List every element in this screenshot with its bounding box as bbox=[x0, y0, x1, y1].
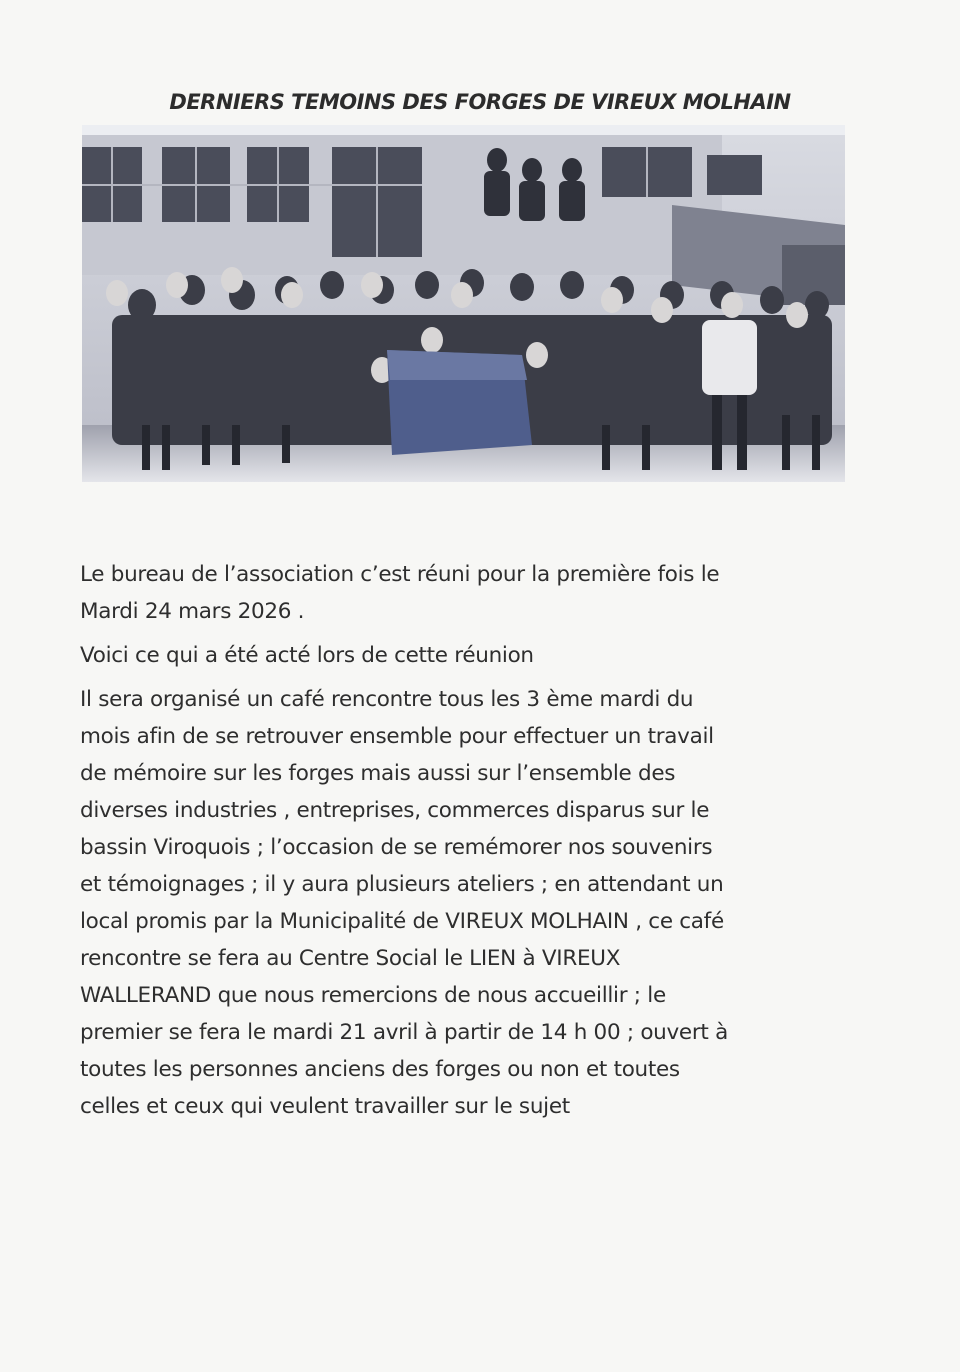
text-line: WALLERAND que nous remercions de nous accueillir ; le bbox=[80, 983, 666, 1008]
group-photo bbox=[82, 125, 845, 482]
text-line: et témoignages ; il y aura plusieurs ateliers ; en attendant un bbox=[80, 872, 724, 897]
paragraph-meeting bbox=[80, 556, 880, 630]
text-line: local promis par la Municipalité de VIREUX MOLHAIN , ce café bbox=[80, 909, 724, 934]
text-line: celles et ceux qui veulent travailler sur le sujet bbox=[80, 1094, 570, 1119]
text-line: bassin Viroquois ; l’occasion de se remémorer nos souvenirs bbox=[80, 835, 713, 860]
text-line: rencontre se fera au Centre Social le LIEN à VIREUX bbox=[80, 946, 621, 971]
text-line: toutes les personnes anciens des forges ou non et toutes bbox=[80, 1057, 680, 1082]
text-line: Mardi 24 mars 2026 . bbox=[80, 599, 305, 624]
body-text bbox=[80, 556, 880, 1132]
text-line: mois afin de se retrouver ensemble pour effectuer un travail bbox=[80, 724, 714, 749]
paragraph-details bbox=[80, 681, 880, 1125]
text-line: de mémoire sur les forges mais aussi sur l’ensemble des bbox=[80, 761, 676, 786]
text-line: Le bureau de l’association c’est réuni pour la première fois le bbox=[80, 562, 720, 587]
text-line: premier se fera le mardi 21 avril à partir de 14 h 00 ; ouvert à bbox=[80, 1020, 728, 1045]
text-line: Il sera organisé un café rencontre tous les 3 ème mardi du bbox=[80, 687, 694, 712]
page-title: DERNIERS TEMOINS DES FORGES DE VIREUX MOLHAIN bbox=[169, 90, 791, 114]
text-line: diverses industries , entreprises, commerces disparus sur le bbox=[80, 798, 710, 823]
paragraph-intro bbox=[80, 637, 880, 674]
text-line: Voici ce qui a été acté lors de cette réunion bbox=[80, 643, 534, 668]
